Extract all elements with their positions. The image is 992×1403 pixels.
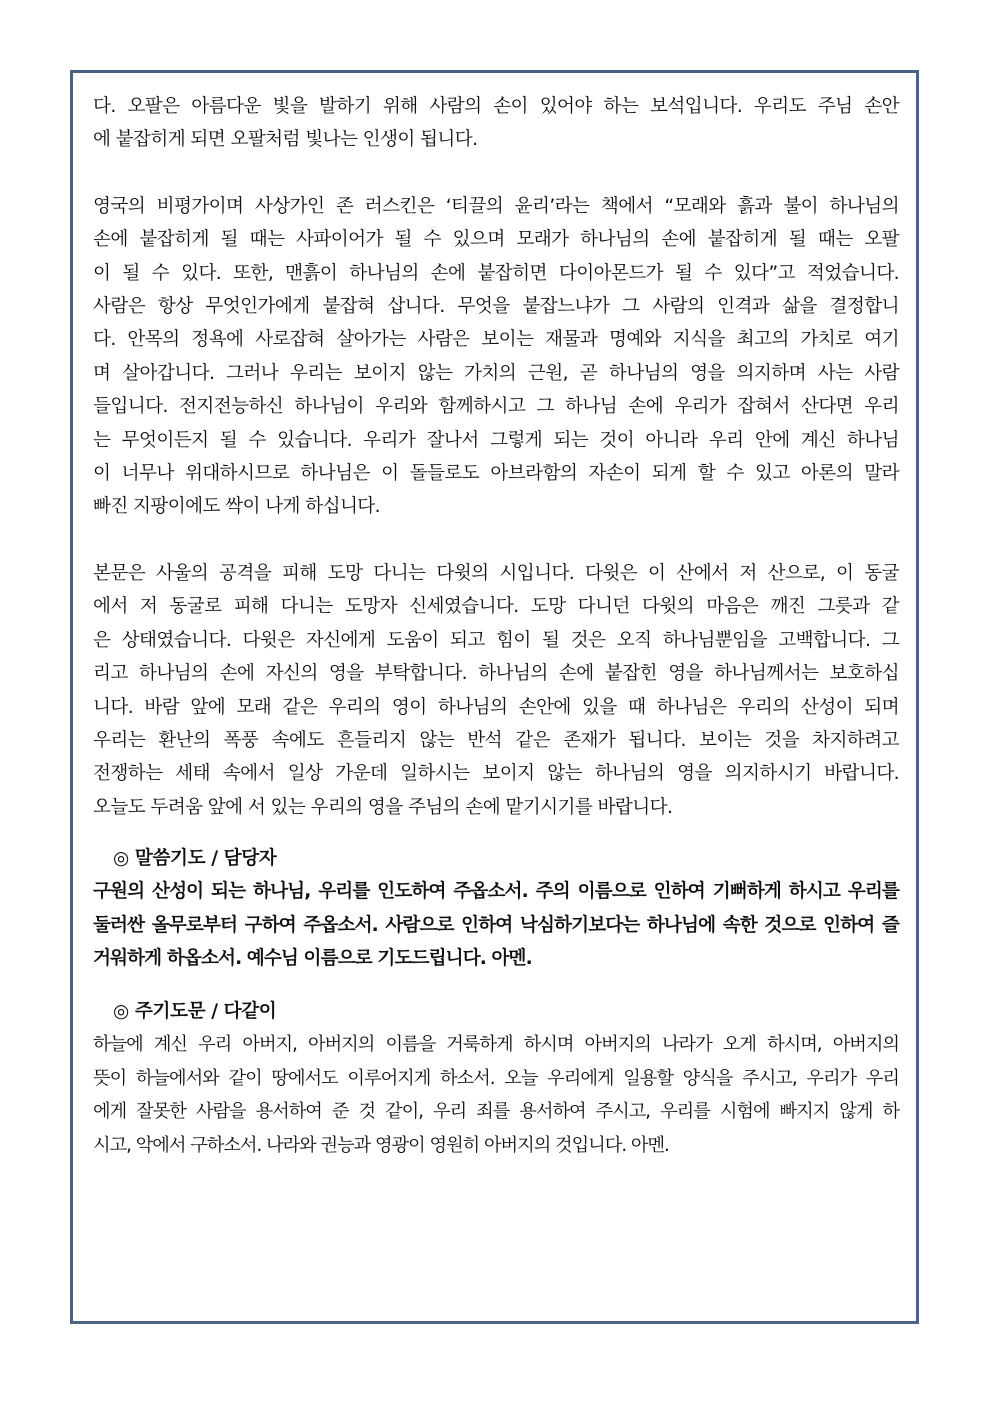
document-body	[93, 90, 899, 1162]
text-line: 시고, 악에서 구하소서. 나라와 권능과 영광이 영원히 아버지의 것입니다. 아멘.	[93, 1134, 669, 1156]
text-line: 이 너무나 위대하시므로 하나님은 이 돌들로도 아브라함의 자손이 되게 할 수 있고 아론의 말라	[93, 463, 899, 485]
text-line: 영국의 비평가이며 사상가인 존 러스킨은 ‘티끌의 윤리’라는 책에서 “모래와 흙과 불이 하나님의	[93, 195, 899, 217]
paragraph-3	[93, 557, 899, 824]
text-line: 전쟁하는 세태 속에서 일상 가운데 일하시는 보이지 않는 하나님의 영을 의지하시기 바랍니다.	[93, 763, 899, 785]
text-line: 에 붙잡히게 되면 오팔처럼 빛나는 인생이 됩니다.	[93, 129, 478, 151]
text-line: 거워하게 하옵소서. 예수님 이름으로 기도드립니다. 아멘.	[93, 947, 532, 969]
text-line: 들입니다. 전지전능하신 하나님이 우리와 함께하시고 그 하나님 손에 우리가 잡혀서 산다면 우리	[93, 396, 899, 418]
text-line: 에서 저 동굴로 피해 다니는 도망자 신세였습니다. 도망 다니던 다윗의 마음은 깨진 그릇과 같	[93, 596, 899, 618]
lords-prayer-text	[93, 1028, 899, 1162]
text-line: 둘러싼 올무로부터 구하여 주옵소서. 사람으로 인하여 낙심하기보다는 하나님에 속한 것으로 인하여 즐	[93, 914, 899, 936]
text-line: 에게 잘못한 사람을 용서하여 준 것 같이, 우리 죄를 용서하여 주시고, 우리를 시험에 빠지지 않게 하	[93, 1101, 899, 1123]
text-line: 리고 하나님의 손에 자신의 영을 부탁합니다. 하나님의 손에 붙잡힌 영을 하나님께서는 보호하십	[93, 663, 899, 685]
text-line: 는 무엇이든지 될 수 있습니다. 우리가 잘나서 그렇게 되는 것이 아니라 우리 안에 계신 하나님	[93, 429, 899, 451]
text-line: 다. 안목의 정욕에 사로잡혀 살아가는 사람은 보이는 재물과 명예와 지식을 최고의 가치로 여기	[93, 329, 899, 351]
paragraph-1	[93, 90, 899, 157]
text-line: 오늘도 두려움 앞에 서 있는 우리의 영을 주님의 손에 맡기시기를 바랍니다.	[93, 796, 673, 818]
text-line: 우리는 환난의 폭풍 속에도 흔들리지 않는 반석 같은 존재가 됩니다. 보이는 것을 차지하려고	[93, 729, 899, 751]
text-line: 이 될 수 있다. 또한, 맨흙이 하나님의 손에 붙잡히면 다이아몬드가 될 수 있다”고 적었습니다.	[93, 262, 899, 284]
text-line: 빠진 지팡이에도 싹이 나게 하십니다.	[93, 496, 380, 518]
text-line: 니다. 바람 앞에 모래 같은 우리의 영이 하나님의 손안에 있을 때 하나님은 우리의 산성이 되며	[93, 696, 899, 718]
text-line: 손에 붙잡히게 될 때는 사파이어가 될 수 있으며 모래가 하나님의 손에 붙잡히게 될 때는 오팔	[93, 229, 899, 251]
text-line: 뜻이 하늘에서와 같이 땅에서도 이루어지게 하소서. 오늘 우리에게 일용할 양식을 주시고, 우리가 우리	[93, 1067, 899, 1089]
lords-prayer-heading: ◎ 주기도문 / 다같이	[113, 1001, 277, 1023]
text-line: 며 살아갑니다. 그러나 우리는 보이지 않는 가치의 근원, 곧 하나님의 영을 의지하며 사는 사람	[93, 362, 899, 384]
text-line: 은 상태였습니다. 다윗은 자신에게 도움이 되고 힘이 될 것은 오직 하나님뿐임을 고백합니다. 그	[93, 629, 899, 651]
prayer-heading: ◎ 말씀기도 / 담당자	[113, 848, 277, 870]
text-line: 구원의 산성이 되는 하나님, 우리를 인도하여 주옵소서. 주의 이름으로 인하여 기뻐하게 하시고 우리를	[93, 881, 899, 903]
text-line: 사람은 항상 무엇인가에게 붙잡혀 삽니다. 무엇을 붙잡느냐가 그 사람의 인격과 삶을 결정합니	[93, 296, 899, 318]
text-line: 다. 오팔은 아름다운 빛을 발하기 위해 사람의 손이 있어야 하는 보석입니다. 우리도 주님 손안	[93, 96, 899, 117]
text-line: 본문은 사울의 공격을 피해 도망 다니는 다윗의 시입니다. 다윗은 이 산에서 저 산으로, 이 동굴	[93, 562, 899, 584]
text-line: 하늘에 계신 우리 아버지, 아버지의 이름을 거룩하게 하시며 아버지의 나라가 오게 하시며, 아버지의	[93, 1034, 899, 1056]
paragraph-2	[93, 190, 899, 524]
prayer-text	[93, 875, 899, 975]
